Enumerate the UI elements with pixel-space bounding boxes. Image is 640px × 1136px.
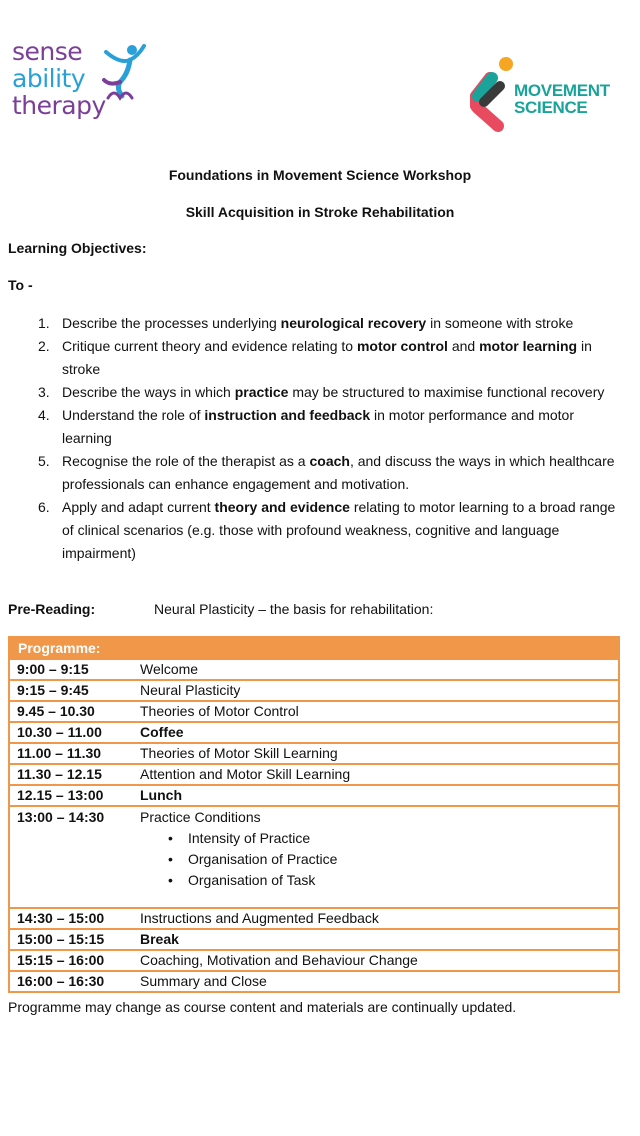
movement-science-mark-icon — [470, 56, 514, 132]
objective-text: in stroke — [62, 338, 592, 377]
workshop-subtitle: Skill Acquisition in Stroke Rehabilitation — [185, 204, 455, 220]
programme-row — [10, 949, 618, 970]
session-time: 16:00 – 16:30 — [17, 973, 105, 989]
objective-text: Recognise the role of the therapist as a — [62, 453, 310, 469]
session-time: 9:15 – 9:45 — [17, 682, 89, 698]
session-activity-label: Neural Plasticity — [140, 682, 241, 698]
session-activity — [140, 765, 618, 784]
objectives-list — [38, 312, 618, 565]
prereading-label: Pre-Reading: — [8, 601, 96, 617]
session-time: 14:30 – 15:00 — [17, 910, 105, 926]
objective-number: 1. — [38, 315, 50, 331]
session-activity-label: Coaching, Motivation and Behaviour Change — [140, 952, 418, 968]
session-subitem: • Organisation of Task — [168, 870, 618, 891]
objective-number: 5. — [38, 453, 50, 469]
session-activity-label: Instructions and Augmented Feedback — [140, 910, 379, 926]
programme-row — [10, 970, 618, 991]
programme-row — [10, 700, 618, 721]
programme-row — [10, 928, 618, 949]
objective-item — [38, 312, 618, 335]
session-time: 11.00 – 11.30 — [17, 745, 102, 761]
objective-text: in someone with stroke — [426, 315, 574, 331]
objective-keyword: motor learning — [479, 338, 578, 354]
session-activity — [140, 723, 618, 742]
figure-icon — [100, 42, 146, 106]
session-activity — [140, 972, 618, 991]
session-time: 10.30 – 11.00 — [17, 724, 102, 740]
to-label: To - — [8, 277, 33, 293]
session-activity — [140, 681, 618, 700]
session-time: 13:00 – 14:30 — [17, 809, 105, 825]
prereading-text: Neural Plasticity – the basis for rehabilitation: — [154, 601, 434, 617]
session-activity — [140, 660, 618, 679]
session-time: 9:00 – 9:15 — [17, 661, 89, 677]
objective-keyword: practice — [234, 384, 289, 400]
programme-row — [10, 658, 618, 679]
objective-item — [38, 404, 618, 450]
session-activity — [140, 909, 618, 928]
objective-number: 2. — [38, 338, 50, 354]
session-activity-label: Summary and Close — [140, 973, 267, 989]
objective-item — [38, 381, 618, 404]
objective-text: relating to motor learning to a broad range of clinical scenarios (e.g. those with profound weakness, cognitive and language impairment) — [62, 499, 616, 561]
objective-item — [38, 450, 618, 496]
objective-text: Critique current theory and evidence relating to — [62, 338, 357, 354]
session-time: 11.30 – 12.15 — [17, 766, 102, 782]
logo-word-therapy: therapy — [12, 91, 106, 120]
objective-item — [38, 496, 618, 565]
objective-number: 4. — [38, 407, 50, 423]
sense-ability-therapy-logo — [12, 38, 142, 130]
objective-text: Describe the processes underlying — [62, 315, 281, 331]
objective-text: Apply and adapt current — [62, 499, 215, 515]
objective-keyword: theory and evidence — [214, 499, 350, 515]
logo-word-ability: ability — [12, 64, 86, 93]
objective-number: 3. — [38, 384, 50, 400]
programme-row — [10, 784, 618, 805]
objective-text: , and discuss the ways in which healthcare professionals can enhance engagement and motivation. — [62, 453, 615, 492]
session-activity-label: Break — [140, 931, 179, 947]
objective-item — [38, 335, 618, 381]
session-activity — [140, 951, 618, 970]
session-activity — [140, 930, 618, 949]
objective-keyword: motor control — [356, 338, 448, 354]
learning-objectives-heading: Learning Objectives: — [8, 240, 147, 256]
session-activity-label: Lunch — [140, 787, 182, 803]
programme-row — [10, 721, 618, 742]
movement-science-logo — [470, 56, 630, 132]
objective-keyword: instruction and feedback — [204, 407, 371, 423]
objective-number: 6. — [38, 499, 50, 515]
session-subitem: • Intensity of Practice — [168, 828, 618, 849]
programme-row — [10, 679, 618, 700]
programme-row — [10, 907, 618, 928]
objective-text: may be structured to maximise functional recovery — [288, 384, 605, 400]
prereading-line — [8, 601, 433, 617]
programme-row — [10, 742, 618, 763]
programme-heading: Programme: — [10, 638, 618, 658]
session-time: 15:15 – 16:00 — [17, 952, 105, 968]
programme-rows — [10, 658, 618, 991]
programme-row — [10, 763, 618, 784]
session-sublist — [168, 828, 618, 891]
logo-word-science: SCIENCE — [514, 98, 588, 117]
programme-row — [10, 805, 618, 907]
session-activity-label: Coffee — [140, 724, 184, 740]
session-activity — [140, 786, 618, 805]
session-activity-label: Welcome — [140, 661, 199, 677]
programme-table — [8, 636, 620, 993]
session-time: 15:00 – 15:15 — [17, 931, 105, 947]
objective-keyword: coach — [309, 453, 350, 469]
objective-text: Understand the role of — [62, 407, 205, 423]
session-activity-label: Practice Conditions — [140, 809, 261, 825]
session-activity — [140, 702, 618, 721]
session-activity — [140, 744, 618, 763]
session-activity-label: Theories of Motor Control — [140, 703, 299, 719]
workshop-title: Foundations in Movement Science Workshop — [168, 167, 472, 183]
objective-keyword: neurological recovery — [280, 315, 427, 331]
session-time: 12.15 – 13:00 — [17, 787, 104, 803]
footer-note: Programme may change as course content and materials are continually updated. — [8, 999, 517, 1015]
objective-text: and — [447, 338, 480, 354]
session-activity — [140, 807, 618, 907]
logo-text — [514, 82, 610, 116]
session-time: 9.45 – 10.30 — [17, 703, 95, 719]
logo-word-sense: sense — [12, 37, 83, 66]
session-activity-label: Theories of Motor Skill Learning — [140, 745, 338, 761]
session-subitem: • Organisation of Practice — [168, 849, 618, 870]
objective-text: in motor performance and motor learning — [62, 407, 574, 446]
session-activity-label: Attention and Motor Skill Learning — [140, 766, 351, 782]
logo-word-movement: MOVEMENT — [514, 81, 610, 100]
objective-text: Describe the ways in which — [62, 384, 235, 400]
